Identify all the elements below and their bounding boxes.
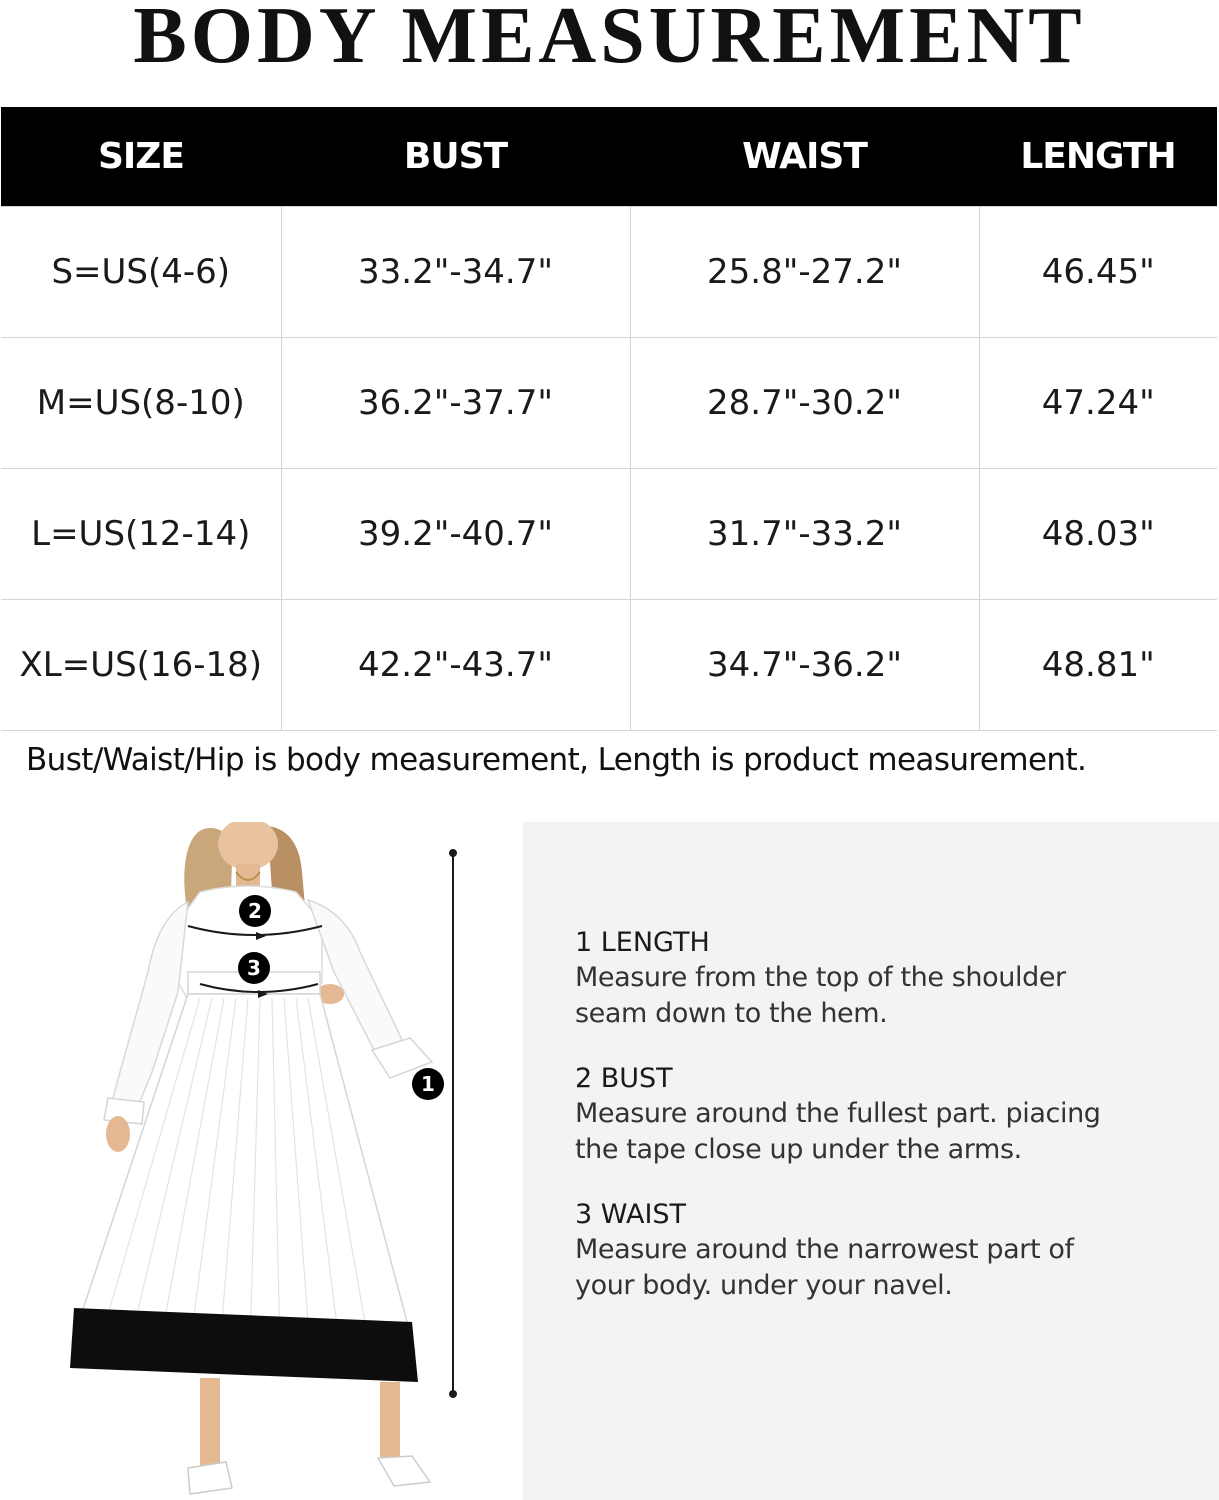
marker-1-badge [412,1068,444,1100]
page-title: BODY MEASUREMENT [133,0,1086,80]
left-shoe-shape [188,1462,232,1494]
marker-2-badge [239,895,271,927]
right-shoe-shape [378,1456,430,1486]
instruction-waist [575,1198,1175,1304]
table-row [1,207,1217,338]
cell-size: S=US(4-6) [1,207,281,338]
cell-bust: 36.2"-37.7" [281,338,630,469]
instruction-text [575,1096,1175,1168]
marker-3-badge [238,952,270,984]
length-line-bottom-dot [449,1390,457,1398]
cell-length: 47.24" [979,338,1217,469]
header-size: SIZE [1,107,281,207]
right-leg-shape [380,1382,400,1462]
header-bust: BUST [281,107,630,207]
cell-length: 48.03" [979,469,1217,600]
cell-bust: 33.2"-34.7" [281,207,630,338]
instruction-line: Measure from the top of the shoulder [575,962,1066,993]
model-dress-illustration [60,822,510,1500]
marker-2-label: 2 [248,899,262,923]
instruction-line: the tape close up under the arms. [575,1134,1022,1165]
instruction-text [575,960,1175,1032]
cell-size: M=US(8-10) [1,338,281,469]
instruction-line: Measure around the narrowest part of [575,1234,1074,1265]
length-line-top-dot [449,849,457,857]
cell-length: 46.45" [979,207,1217,338]
marker-3-label: 3 [247,956,261,980]
measurement-note: Bust/Waist/Hip is body measurement, Length is product measurement. [26,742,1087,778]
cell-length: 48.81" [979,600,1217,731]
left-leg-shape [200,1378,220,1468]
header-length: LENGTH [979,107,1217,207]
instruction-heading: 3 WAIST [575,1199,687,1230]
marker-1-label: 1 [421,1072,435,1096]
table-row [1,338,1217,469]
instruction-bust [575,1062,1175,1168]
cell-waist: 25.8"-27.2" [630,207,979,338]
cell-size: L=US(12-14) [1,469,281,600]
header-waist: WAIST [630,107,979,207]
cell-waist: 34.7"-36.2" [630,600,979,731]
instruction-heading: 2 BUST [575,1063,673,1094]
cell-size: XL=US(16-18) [1,600,281,731]
instruction-length [575,926,1175,1032]
instruction-line: seam down to the hem. [575,998,888,1029]
table-header-row [1,107,1217,207]
cell-waist: 31.7"-33.2" [630,469,979,600]
table-row [1,469,1217,600]
cell-bust: 39.2"-40.7" [281,469,630,600]
instruction-text [575,1232,1175,1304]
cell-bust: 42.2"-43.7" [281,600,630,731]
measurement-instructions-panel [523,822,1219,1500]
table-row [1,600,1217,731]
instruction-line: Measure around the fullest part. piacing [575,1098,1101,1129]
size-chart-table [1,107,1217,731]
instruction-heading: 1 LENGTH [575,927,710,958]
instruction-line: your body. under your navel. [575,1270,953,1301]
left-hand-shape [106,1116,130,1152]
cell-waist: 28.7"-30.2" [630,338,979,469]
